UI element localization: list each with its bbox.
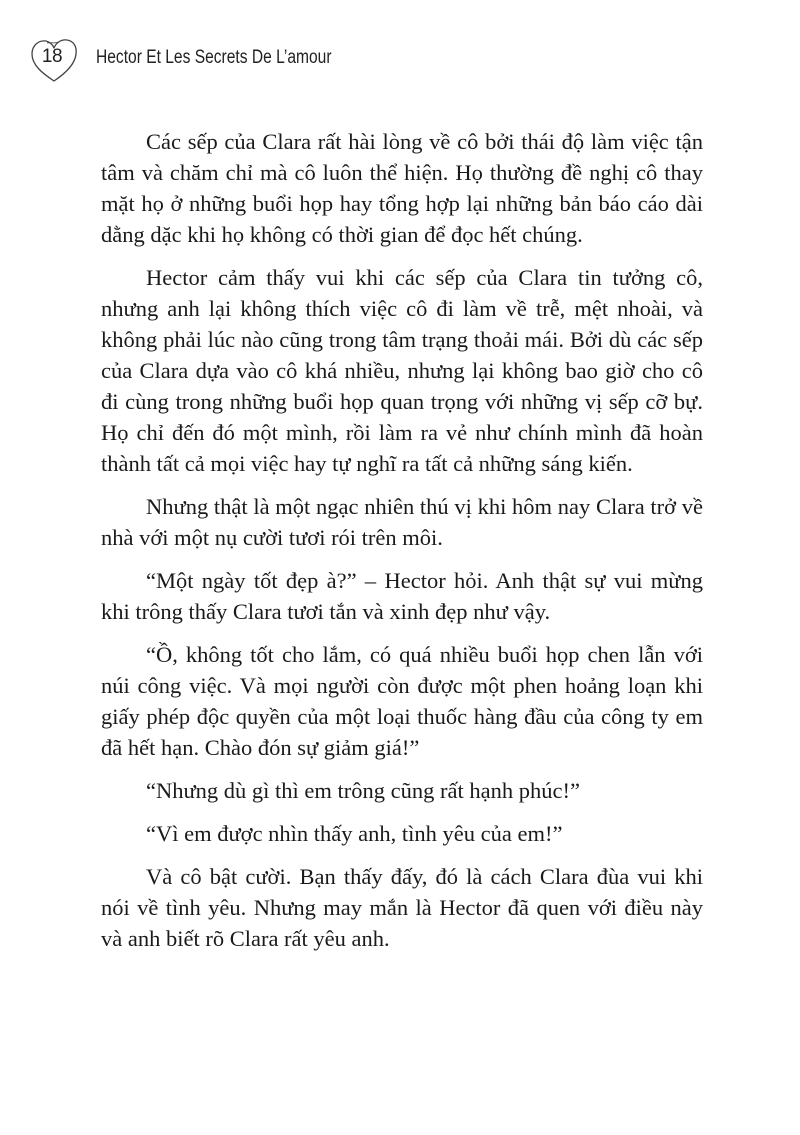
paragraph: Và cô bật cười. Bạn thấy đấy, đó là cách Clara đùa vui khi nói về tình yêu. Nhưng may mắn là Hector đã quen với điều này và anh biết rõ Clara rất yêu anh. — [101, 864, 703, 951]
page-body — [101, 126, 703, 966]
paragraph: “Nhưng dù gì thì em trông cũng rất hạnh phúc!” — [146, 778, 580, 803]
paragraph: Các sếp của Clara rất hài lòng về cô bởi thái độ làm việc tận tâm và chăm chỉ mà cô luôn thể hiện. Họ thường đề nghị cô thay mặt họ ở những buổi họp hay tổng hợp lại những bản báo cáo dài dằng dặc khi họ không có thời gian để đọc hết chúng. — [101, 129, 703, 247]
page-number: 18 — [41, 46, 63, 67]
page-header — [28, 34, 383, 86]
paragraph: “Ồ, không tốt cho lắm, có quá nhiều buổi họp chen lẫn với núi công việc. Và mọi người còn được một phen hoảng loạn khi giấy phép độc quyền của một loại thuốc hàng đầu của công ty em đã hết hạn. Chào đón sự giảm giá!” — [101, 642, 703, 760]
paragraph: “Một ngày tốt đẹp à?” – Hector hỏi. Anh thật sự vui mừng khi trông thấy Clara tươi tắn và xinh đẹp như vậy. — [101, 568, 703, 624]
running-header-title: Hector Et Les Secrets De L’amour — [96, 47, 332, 68]
paragraph: Hector cảm thấy vui khi các sếp của Clara tin tưởng cô, nhưng anh lại không thích việc cô đi làm về trễ, mệt nhoài, và không phải lúc nào cũng trong tâm trạng thoải mái. Bởi dù các sếp của Clara dựa vào cô khá nhiều, nhưng lại không bao giờ cho cô đi cùng trong những buổi họp quan trọng với những vị sếp cỡ bự. Họ chỉ đến đó một mình, rồi làm ra vẻ như chính mình đã hoàn thành tất cả mọi việc hay tự nghĩ ra tất cả những sáng kiến. — [101, 265, 703, 476]
paragraph: “Vì em được nhìn thấy anh, tình yêu của em!” — [146, 821, 563, 846]
heart-icon — [28, 35, 80, 85]
paragraph: Nhưng thật là một ngạc nhiên thú vị khi hôm nay Clara trở về nhà với một nụ cười tươi rói trên môi. — [101, 494, 703, 550]
